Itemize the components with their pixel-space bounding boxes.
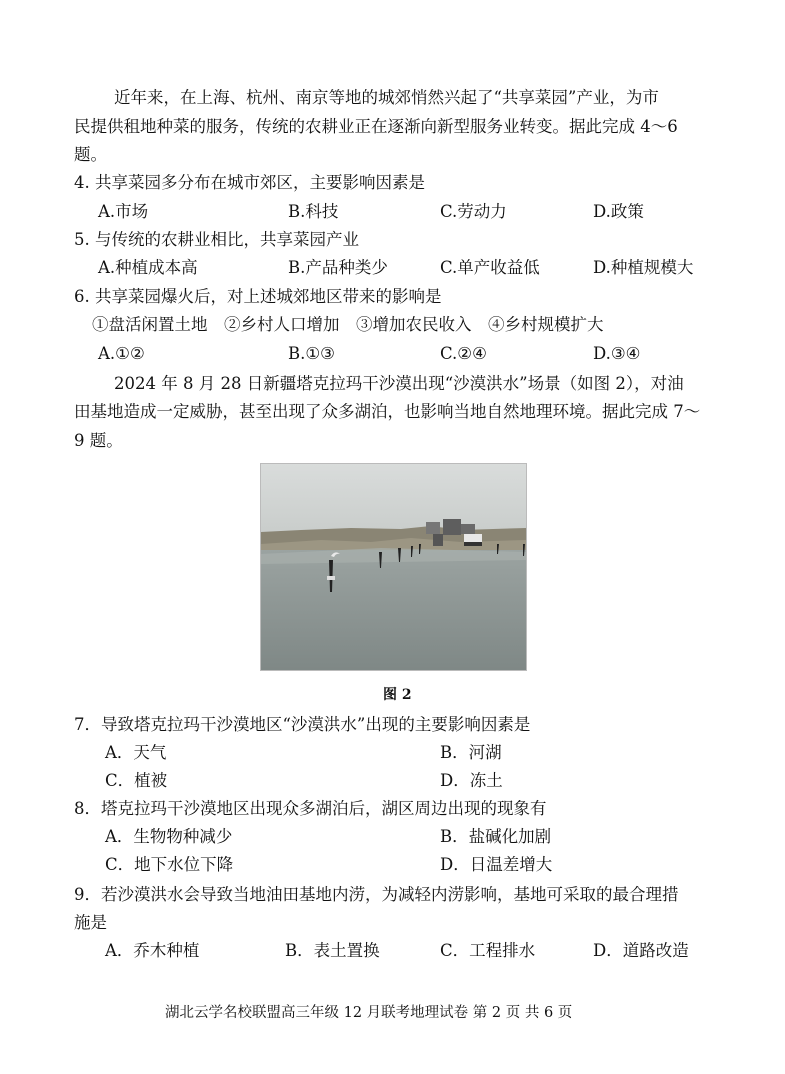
q4-option-d: D.政策 (593, 202, 644, 221)
question-9-stem-line2: 施是 (74, 913, 107, 932)
q5-option-c: C.单产收益低 (440, 258, 540, 277)
question-5-stem: 5. 与传统的农耕业相比，共享菜园产业 (74, 230, 359, 249)
q7-option-d: D．冻土 (440, 771, 503, 790)
q8-option-a: A．生物物种减少 (105, 827, 233, 846)
q6-option-c: C.②④ (440, 344, 487, 363)
question-7-stem: 7．导致塔克拉玛干沙漠地区“沙漠洪水”出现的主要影响因素是 (74, 715, 531, 734)
q6-option-b: B.①③ (288, 344, 335, 363)
passage2-line2: 田基地造成一定威胁，甚至出现了众多湖泊，也影响当地自然地理环境。据此完成 7～ (74, 402, 701, 421)
q7-option-b: B．河湖 (440, 743, 502, 762)
passage1-line3: 题。 (74, 145, 107, 164)
passage2-line3: 9 题。 (74, 431, 123, 450)
q9-option-d: D．道路改造 (593, 941, 689, 960)
q5-option-d: D.种植规模大 (593, 258, 694, 277)
passage1-line2: 民提供租地种菜的服务，传统的农耕业正在逐渐向新型服务业转变。据此完成 4～6 (74, 117, 678, 136)
q9-option-c: C．工程排水 (440, 941, 536, 960)
q9-option-a: A．乔木种植 (105, 941, 200, 960)
q4-option-b: B.科技 (288, 202, 339, 221)
q8-option-b: B．盐碱化加剧 (440, 827, 552, 846)
passage2-line1: 2024 年 8 月 28 日新疆塔克拉玛干沙漠出现“沙漠洪水”场景（如图 2），对油 (114, 374, 684, 393)
passage1-line1: 近年来，在上海、杭州、南京等地的城郊悄然兴起了“共享菜园”产业，为市 (114, 88, 659, 107)
q6-option-d: D.③④ (593, 344, 641, 363)
q8-option-d: D．日温差增大 (440, 855, 553, 874)
q9-option-b: B．表土置换 (285, 941, 380, 960)
q4-option-c: C.劳动力 (440, 202, 507, 221)
q7-option-a: A．天气 (105, 743, 167, 762)
figure-caption: 图 2 (383, 687, 412, 703)
question-6-stem: 6. 共享菜园爆火后，对上述城郊地区带来的影响是 (74, 287, 442, 306)
q7-option-c: C．植被 (105, 771, 168, 790)
q8-option-c: C．地下水位下降 (105, 855, 234, 874)
desert-flood-photo (260, 463, 527, 671)
q4-option-a: A.市场 (98, 202, 149, 221)
page-footer: 湖北云学名校联盟高三年级 12 月联考地理试卷 第 2 页 共 6 页 (165, 1005, 573, 1021)
q5-option-a: A.种植成本高 (98, 258, 198, 277)
q6-items: ①盘活闲置土地 ②乡村人口增加 ③增加农民收入 ④乡村规模扩大 (92, 315, 604, 334)
question-8-stem: 8．塔克拉玛干沙漠地区出现众多湖泊后，湖区周边出现的现象有 (74, 799, 547, 818)
q5-option-b: B.产品种类少 (288, 258, 388, 277)
question-9-stem-line1: 9．若沙漠洪水会导致当地油田基地内涝，为减轻内涝影响，基地可采取的最合理措 (74, 885, 679, 904)
question-4-stem: 4. 共享菜园多分布在城市郊区，主要影响因素是 (74, 173, 425, 192)
q6-option-a: A.①② (98, 344, 145, 363)
